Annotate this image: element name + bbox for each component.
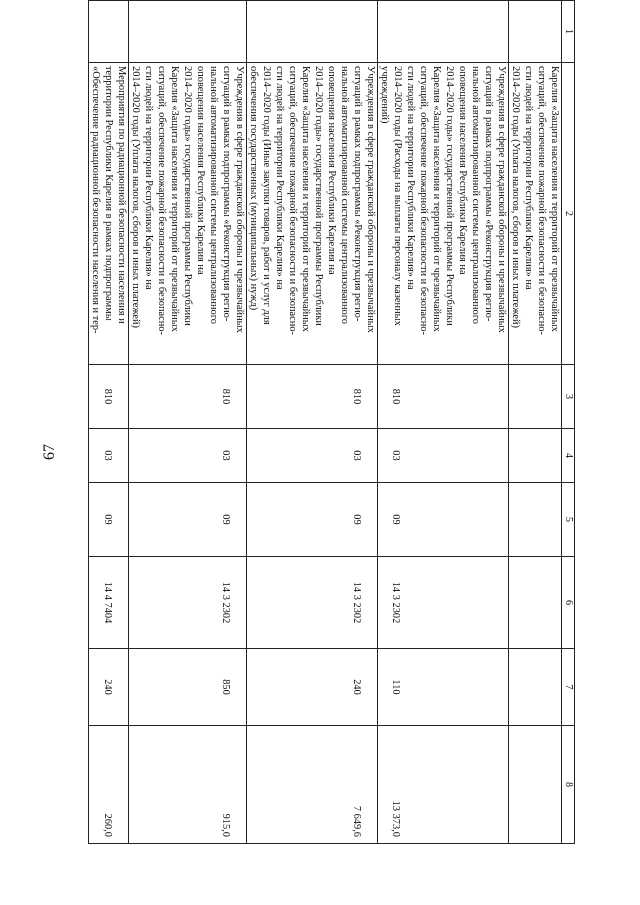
description-line: сти людей на территории Республики Карелия» на <box>523 66 534 290</box>
description-line: 2014–2020 годы» государственной программы Республики <box>313 66 324 326</box>
section-cell <box>509 429 562 483</box>
subsection-cell: 09 <box>89 483 129 557</box>
description-line: 2014–2020 годы» государственной программы Республики <box>182 66 193 326</box>
table-row <box>129 1 247 844</box>
amount-cell: 7 649,6 <box>247 726 378 844</box>
col-header-3: 3 <box>562 365 575 429</box>
expense-type-cell: 240 <box>247 649 378 726</box>
description-line: ситуаций, обеспечение пожарной безопасности и безопасно- <box>536 66 547 335</box>
expense-type-cell: 110 <box>378 649 509 726</box>
col-header-5: 5 <box>562 483 575 557</box>
section-cell: 03 <box>89 429 129 483</box>
description-line: сти людей на территории Республики Карелия» на <box>405 66 416 290</box>
description-line: 2014–2020 годы (Уплата налогов, сборов и иных платежей) <box>130 66 141 329</box>
description-line: Учреждения в сфере гражданской обороны и чрезвычайных <box>365 66 376 333</box>
description-line: оповещения населения Республики Карелия на <box>326 66 337 275</box>
amount-cell: 915,0 <box>129 726 247 844</box>
description-line: Учреждения в сфере гражданской обороны и чрезвычайных <box>496 66 507 333</box>
description-line: учреждений) <box>379 66 390 124</box>
description-line: обеспечения государственных (муниципальных) нужд) <box>248 66 259 311</box>
section-cell: 03 <box>247 429 378 483</box>
budget-table <box>88 0 575 844</box>
description-line: нальной автоматизированной системы централизованного <box>470 66 481 324</box>
subsection-cell: 09 <box>129 483 247 557</box>
description-line: 2014–2020 годы (Уплата налогов, сборов и иных платежей) <box>510 66 521 329</box>
target-article-cell: 14 4 7404 <box>89 557 129 649</box>
amount-cell: 13 373,0 <box>378 726 509 844</box>
description-line: оповещения населения Республики Карелия на <box>195 66 206 275</box>
section-cell: 03 <box>129 429 247 483</box>
subsection-cell: 09 <box>247 483 378 557</box>
target-article-cell: 14 3 2302 <box>247 557 378 649</box>
description-line: сти людей на территории Республики Карелия» на <box>143 66 154 290</box>
expense-type-cell <box>509 649 562 726</box>
empty-cell <box>509 1 562 63</box>
subsection-cell <box>509 483 562 557</box>
description-line: оповещения населения Республики Карелия на <box>457 66 468 275</box>
description-line: нальной автоматизированной системы централизованного <box>208 66 219 324</box>
empty-cell <box>89 1 129 63</box>
section-cell: 03 <box>378 429 509 483</box>
target-article-cell <box>509 557 562 649</box>
description-line: Карелия «Защита населения и территорий от чрезвычайных <box>431 66 442 332</box>
ministry-code-cell: 810 <box>378 365 509 429</box>
rotated-table-container <box>59 0 575 843</box>
ministry-code-cell <box>509 365 562 429</box>
table-row <box>509 1 562 844</box>
description-line: ситуаций, обеспечение пожарной безопасности и безопасно- <box>418 66 429 335</box>
description-line: территории Республики Карелия в рамках подпрограммы <box>103 66 114 321</box>
description-line: ситуаций, обеспечение пожарной безопасности и безопасно- <box>156 66 167 335</box>
description-cell <box>247 63 378 365</box>
empty-cell <box>129 1 247 63</box>
description-cell <box>378 63 509 365</box>
description-cell <box>89 63 129 365</box>
description-line: Карелия «Защита населения и территорий от чрезвычайных <box>549 66 560 332</box>
description-cell <box>509 63 562 365</box>
ministry-code-cell: 810 <box>89 365 129 429</box>
description-line: ситуаций в рамках подпрограммы «Реконструкция регио- <box>221 66 232 322</box>
target-article-cell: 14 3 2302 <box>129 557 247 649</box>
subsection-cell: 09 <box>378 483 509 557</box>
column-number-row <box>562 1 575 844</box>
description-line: Карелия «Защита населения и территорий от чрезвычайных <box>300 66 311 332</box>
description-line: 2014–2020 годы (Иные закупки товаров, работ и услуг для <box>261 66 272 325</box>
description-line: 2014–2020 годы» государственной программы Республики <box>444 66 455 326</box>
col-header-6: 6 <box>562 557 575 649</box>
description-line: 2014–2020 годы (Расходы на выплаты персоналу казенных <box>392 66 403 326</box>
description-line: «Обеспечение радиационной безопасности населения и тер- <box>90 66 101 334</box>
expense-type-cell: 850 <box>129 649 247 726</box>
col-header-4: 4 <box>562 429 575 483</box>
col-header-1: 1 <box>562 1 575 63</box>
description-line: ситуаций в рамках подпрограммы «Реконструкция регио- <box>352 66 363 322</box>
description-cell <box>129 63 247 365</box>
description-line: сти людей на территории Республики Карелия» на <box>274 66 285 290</box>
target-article-cell: 14 3 2302 <box>378 557 509 649</box>
ministry-code-cell: 810 <box>247 365 378 429</box>
empty-cell <box>247 1 378 63</box>
page-number: 67 <box>41 444 58 460</box>
empty-cell <box>378 1 509 63</box>
description-line: ситуаций, обеспечение пожарной безопасности и безопасно- <box>287 66 298 335</box>
description-line: Мероприятия по радиационной безопасности населения и <box>116 66 127 324</box>
description-line: Учреждения в сфере гражданской обороны и чрезвычайных <box>234 66 245 333</box>
table-row <box>247 1 378 844</box>
col-header-2: 2 <box>562 63 575 365</box>
amount-cell <box>509 726 562 844</box>
col-header-7: 7 <box>562 649 575 726</box>
description-line: Карелия «Защита населения и территорий от чрезвычайных <box>169 66 180 332</box>
amount-cell: 260,0 <box>89 726 129 844</box>
description-line: нальной автоматизированной системы централизованного <box>339 66 350 324</box>
ministry-code-cell: 810 <box>129 365 247 429</box>
col-header-8: 8 <box>562 726 575 844</box>
description-line: ситуаций в рамках подпрограммы «Реконструкция регио- <box>483 66 494 322</box>
expense-type-cell: 240 <box>89 649 129 726</box>
table-row <box>378 1 509 844</box>
table-row <box>89 1 129 844</box>
